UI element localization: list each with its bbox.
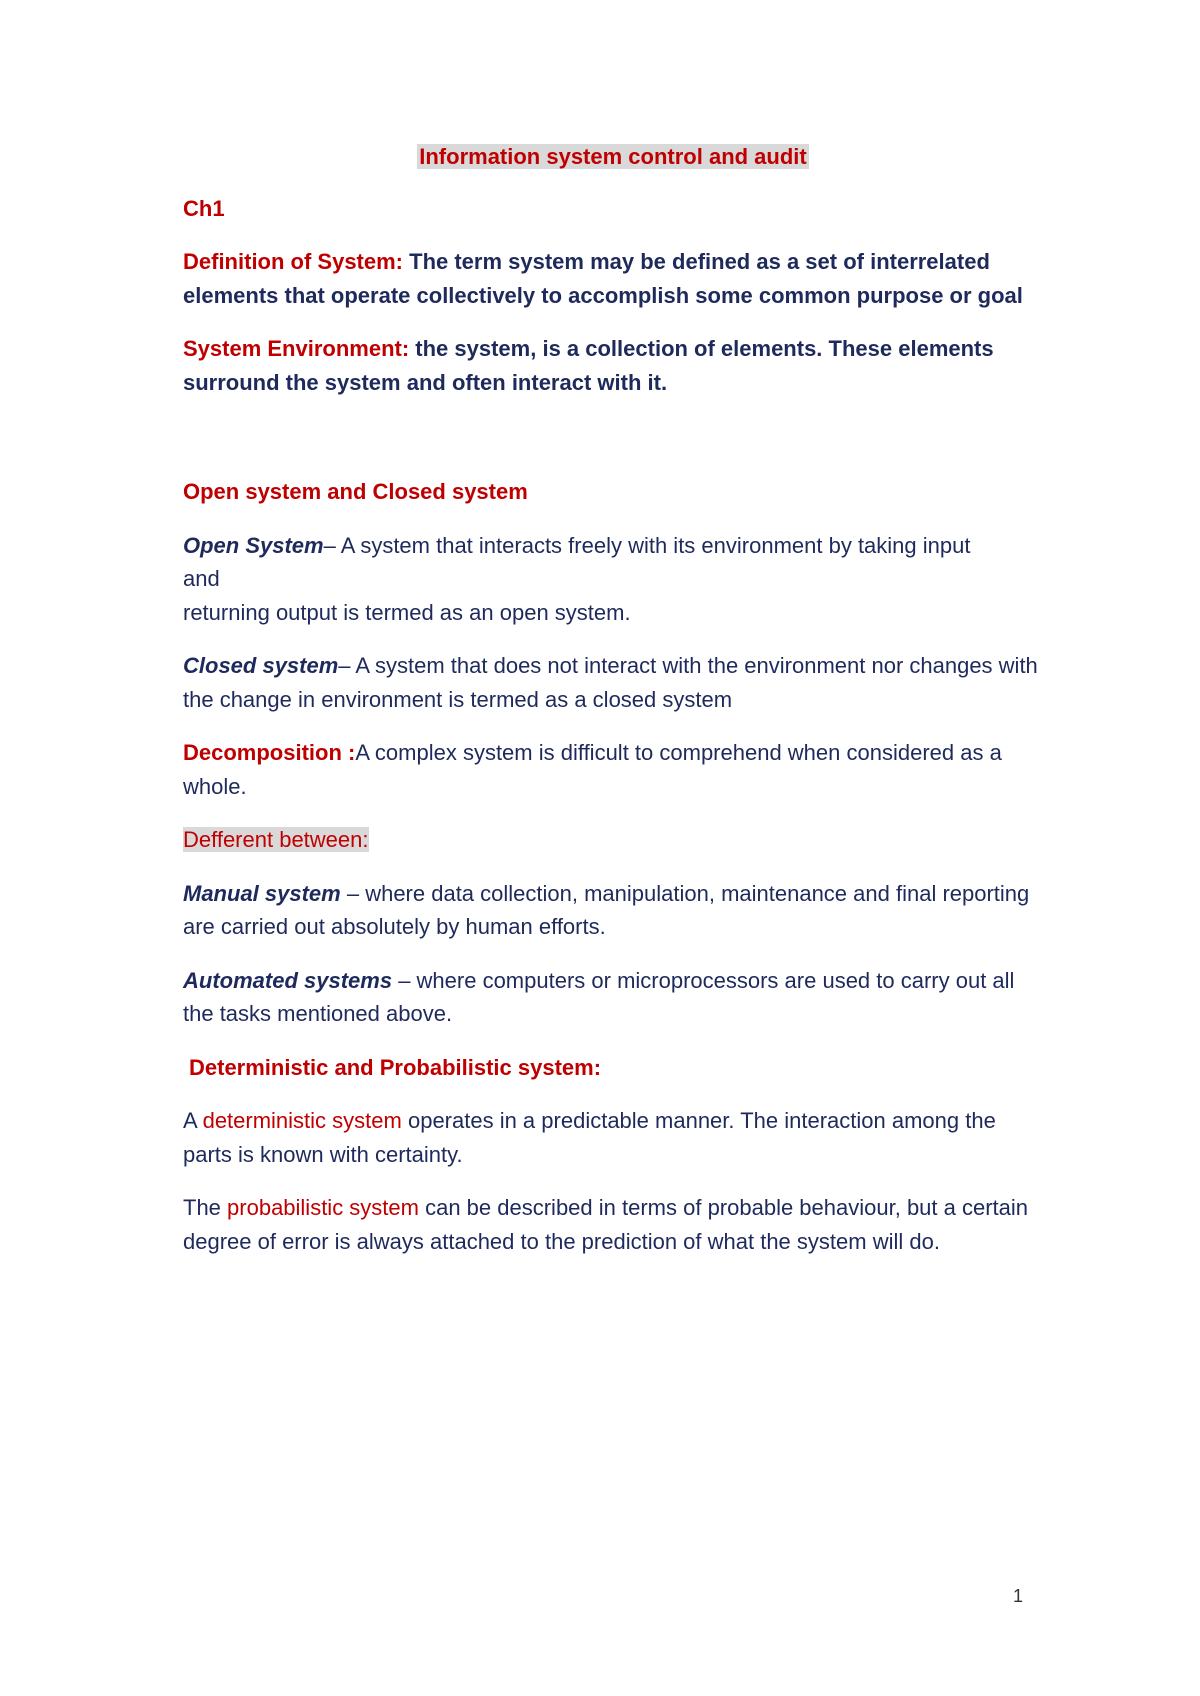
automated-systems-label: Automated systems [183,967,393,993]
probabilistic-prefix: The [183,1195,228,1220]
deterministic-probabilistic-heading: Deterministic and Probabilistic system: [189,1054,602,1080]
definition-of-system-label: Definition of System: [183,249,404,274]
different-between-heading: Defferent between: [183,827,369,852]
closed-system-text: – A system that does not interact with the environment nor changes with the change in environment is termed as a closed system [183,653,1038,712]
deterministic-term: deterministic system [202,1108,402,1133]
deterministic-paragraph [183,1104,1043,1171]
manual-system-label: Manual system [183,880,341,906]
probabilistic-paragraph [183,1191,1043,1258]
page-number: 1 [1013,1586,1024,1606]
definition-of-system-text: The term system may be defined as a set of interrelated elements that operate collectively to accomplish some common purpose or goal [183,249,1023,308]
automated-systems-paragraph [183,964,1043,1031]
automated-systems-text: – where computers or microprocessors are used to carry out all the tasks mentioned above. [183,967,1015,1026]
system-environment-label: System Environment: [183,336,410,361]
closed-system-label: Closed system [183,653,339,678]
open-closed-heading: Open system and Closed system [183,479,528,504]
document-title: Information system control and audit [419,144,807,169]
probabilistic-term: probabilistic system [227,1195,419,1220]
title-block [183,140,1043,174]
definition-of-system-paragraph [183,245,1043,312]
open-system-text-line3: returning output is termed as an open system. [183,599,631,625]
decomposition-label: Decomposition : [183,740,356,765]
open-system-paragraph [183,529,1043,630]
open-system-label: Open System [183,532,324,558]
decomposition-paragraph [183,736,1043,803]
open-system-text-line1: – A system that interacts freely with its environment by taking input [323,532,971,558]
system-environment-text: the system, is a collection of elements. These elements surround the system and often interact with it. [183,336,994,395]
chapter-label: Ch1 [183,195,225,221]
deterministic-text: operates in a predictable manner. The interaction among the parts is known with certainty. [183,1108,996,1167]
manual-system-paragraph [183,877,1043,944]
closed-system-paragraph [183,649,1043,716]
system-environment-paragraph [183,332,1043,399]
open-system-text-line2: and [183,566,220,591]
document-body [183,140,1043,1278]
decomposition-text: A complex system is difficult to comprehend when considered as a whole. [183,740,1002,799]
manual-system-text: – where data collection, manipulation, maintenance and final reporting are carried out absolutely by human efforts. [183,880,1030,939]
deterministic-prefix: A [183,1108,203,1133]
spacer [183,419,1043,475]
different-between-block [183,823,1043,857]
probabilistic-text: can be described in terms of probable behaviour, but a certain degree of error is always attached to the prediction of what the system will do. [183,1195,1029,1254]
